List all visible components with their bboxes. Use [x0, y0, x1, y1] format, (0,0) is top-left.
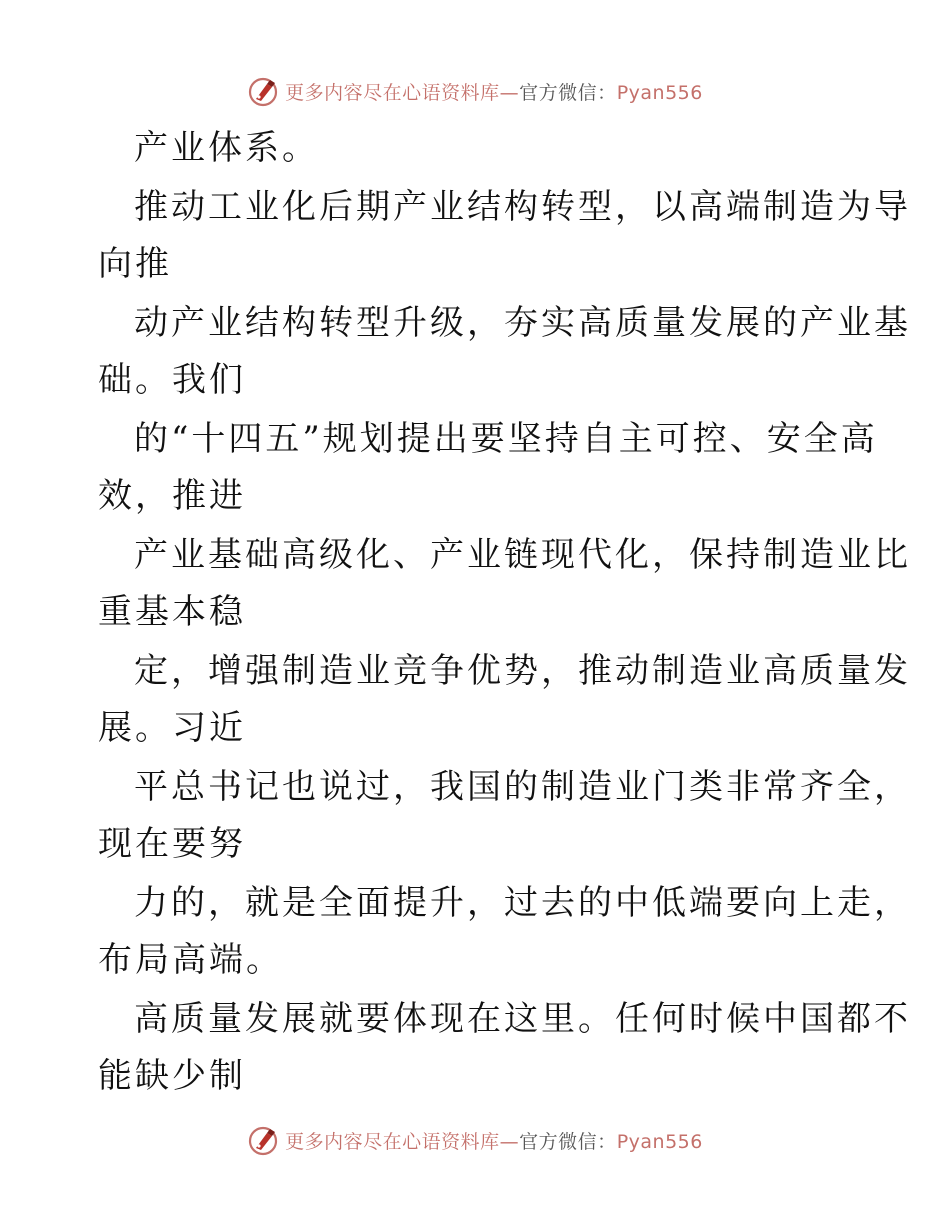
- watermark-text: [285, 1127, 703, 1154]
- header-watermark: [0, 71, 950, 111]
- body-line-12: 平总书记也说过，我国的制造业门类非常齐全，: [134, 767, 911, 807]
- body-line-9: 重基本稳: [98, 592, 246, 632]
- body-line-11: 展。习近: [98, 708, 246, 748]
- body-line-16: 高质量发展就要体现在这里。任何时候中国都不: [134, 999, 911, 1039]
- body-line-7: 效，推进: [98, 476, 246, 516]
- footer-watermark: [0, 1120, 950, 1160]
- pen-nib-logo-icon: [247, 1124, 279, 1156]
- body-line-2: 推动工业化后期产业结构转型，以高端制造为导: [134, 187, 911, 227]
- watermark-site: 更多内容尽在心语资料库: [285, 1130, 500, 1153]
- body-line-17: 能缺少制: [98, 1056, 246, 1096]
- body-line-13: 现在要努: [98, 824, 246, 864]
- watermark-wechat-label: 官方微信：: [519, 81, 617, 104]
- watermark-text: [285, 78, 703, 105]
- body-line-4: 动产业结构转型升级，夯实高质量发展的产业基: [134, 303, 911, 343]
- watermark-wechat-id: Pyan556: [616, 1130, 703, 1153]
- body-line-3: 向推: [98, 244, 172, 284]
- body-line-8: 产业基础高级化、产业链现代化，保持制造业比: [134, 535, 911, 575]
- watermark-site: 更多内容尽在心语资料库: [285, 81, 500, 104]
- body-line-5: 础。我们: [98, 360, 246, 400]
- body-line-10: 定，增强制造业竞争优势，推动制造业高质量发: [134, 651, 911, 691]
- body-line-14: 力的，就是全面提升，过去的中低端要向上走，: [134, 883, 911, 923]
- watermark-wechat-label: 官方微信：: [519, 1130, 617, 1153]
- watermark-dash: —: [499, 1130, 520, 1153]
- pen-nib-logo-icon: [247, 75, 279, 107]
- watermark-dash: —: [499, 81, 520, 104]
- watermark-wechat-id: Pyan556: [616, 81, 703, 104]
- body-line-6: 的“十四五”规划提出要坚持自主可控、安全高: [134, 419, 878, 459]
- body-line-15: 布局高端。: [98, 940, 283, 980]
- body-line-1: 产业体系。: [134, 128, 319, 168]
